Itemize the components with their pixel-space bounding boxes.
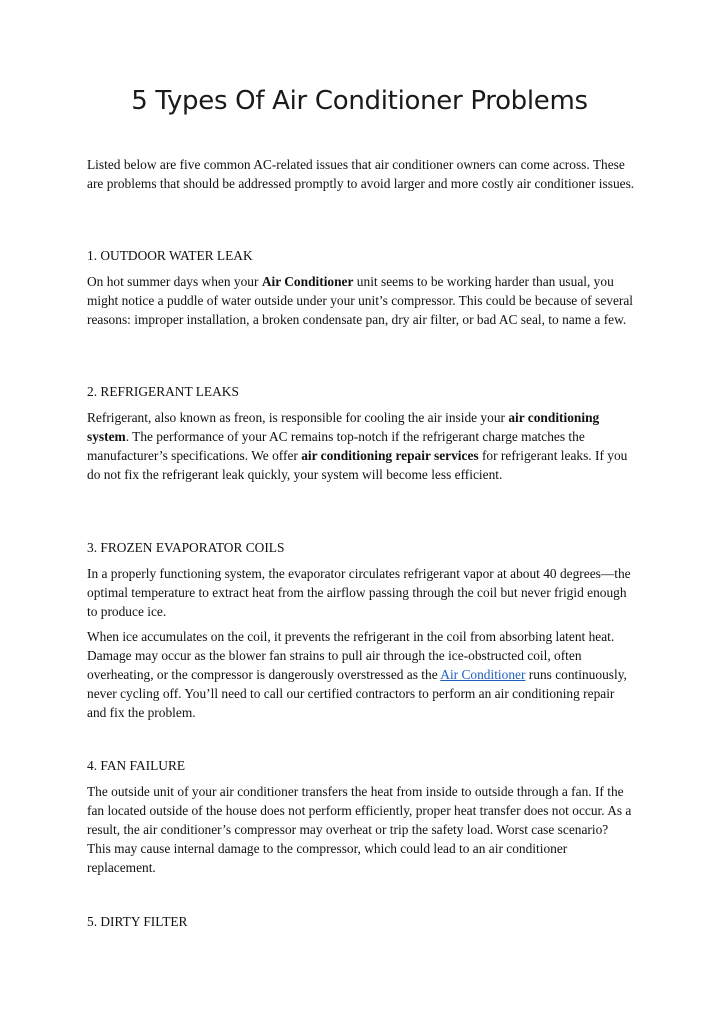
section-4-heading: 4. FAN FAILURE: [87, 758, 186, 773]
air-conditioner-link[interactable]: Air Conditioner: [440, 667, 526, 682]
section-2-heading: 2. REFRIGERANT LEAKS: [87, 384, 239, 399]
section-5-heading: 5. DIRTY FILTER: [87, 914, 188, 929]
section-1-paragraph: [87, 272, 635, 329]
section-2-bold-repair-services: air conditioning repair services: [301, 448, 479, 463]
intro-paragraph: Listed below are five common AC-related issues that air conditioner owners can come across. These are problems that should be addressed promptly to avoid larger and more costly air conditioner issues.: [87, 157, 635, 191]
section-2-text-a: Refrigerant, also known as freon, is responsible for cooling the air inside your: [87, 410, 509, 425]
section-1-heading: 1. OUTDOOR WATER LEAK: [87, 248, 253, 263]
section-3-paragraph-2: [87, 627, 635, 722]
section-2-text-e: for refrigerant leaks. If you do not fix the refrigerant leak quickly, your system will become less efficient.: [87, 448, 628, 482]
section-1-text-a: On hot summer days when your: [87, 274, 262, 289]
section-2-paragraph: [87, 408, 635, 484]
section-3-paragraph-1: In a properly functioning system, the evaporator circulates refrigerant vapor at about 40 degrees—the optimal temperature to extract heat from the airflow passing through the coil but never frigid enough to produce ice.: [87, 566, 631, 619]
document-title: 5 Types Of Air Conditioner Problems: [131, 86, 588, 116]
section-1-bold-air-conditioner: Air Conditioner: [261, 274, 354, 289]
section-3-text-a: When ice accumulates on the coil, it prevents the refrigerant in the coil from absorbing latent heat. Damage may occur as the blower fan strains to pull air through the ice-obstructed coil, often overheating, or the compressor is dangerously overstressed as the: [87, 629, 615, 682]
section-2-text-c: . The performance of your AC remains top-notch if the refrigerant charge matches the manufacturer’s specifications. We offer: [87, 429, 585, 463]
section-4-paragraph: The outside unit of your air conditioner transfers the heat from inside to outside through a fan. If the fan located outside of the house does not perform efficiently, proper heat transfer does not occur. As a result, the air conditioner’s compressor may overheat or trip the safety load. Worst case scenario? This may cause internal damage to the compressor, which could lead to an air conditioner replacement.: [87, 784, 632, 875]
section-2-bold-ac-system: air conditioning system: [87, 410, 600, 444]
section-1-text-c: unit seems to be working harder than usual, you might notice a puddle of water outside under your unit’s compressor. This could be because of several reasons: improper installation, a broken condensate pan, dry air filter, or bad AC seal, to name a few.: [87, 274, 634, 327]
section-3-heading: 3. FROZEN EVAPORATOR COILS: [87, 540, 285, 555]
section-3-text-b: runs continuously, never cycling off. You’ll need to call our certified contractors to perform an air conditioning repair and fix the problem.: [87, 667, 627, 720]
